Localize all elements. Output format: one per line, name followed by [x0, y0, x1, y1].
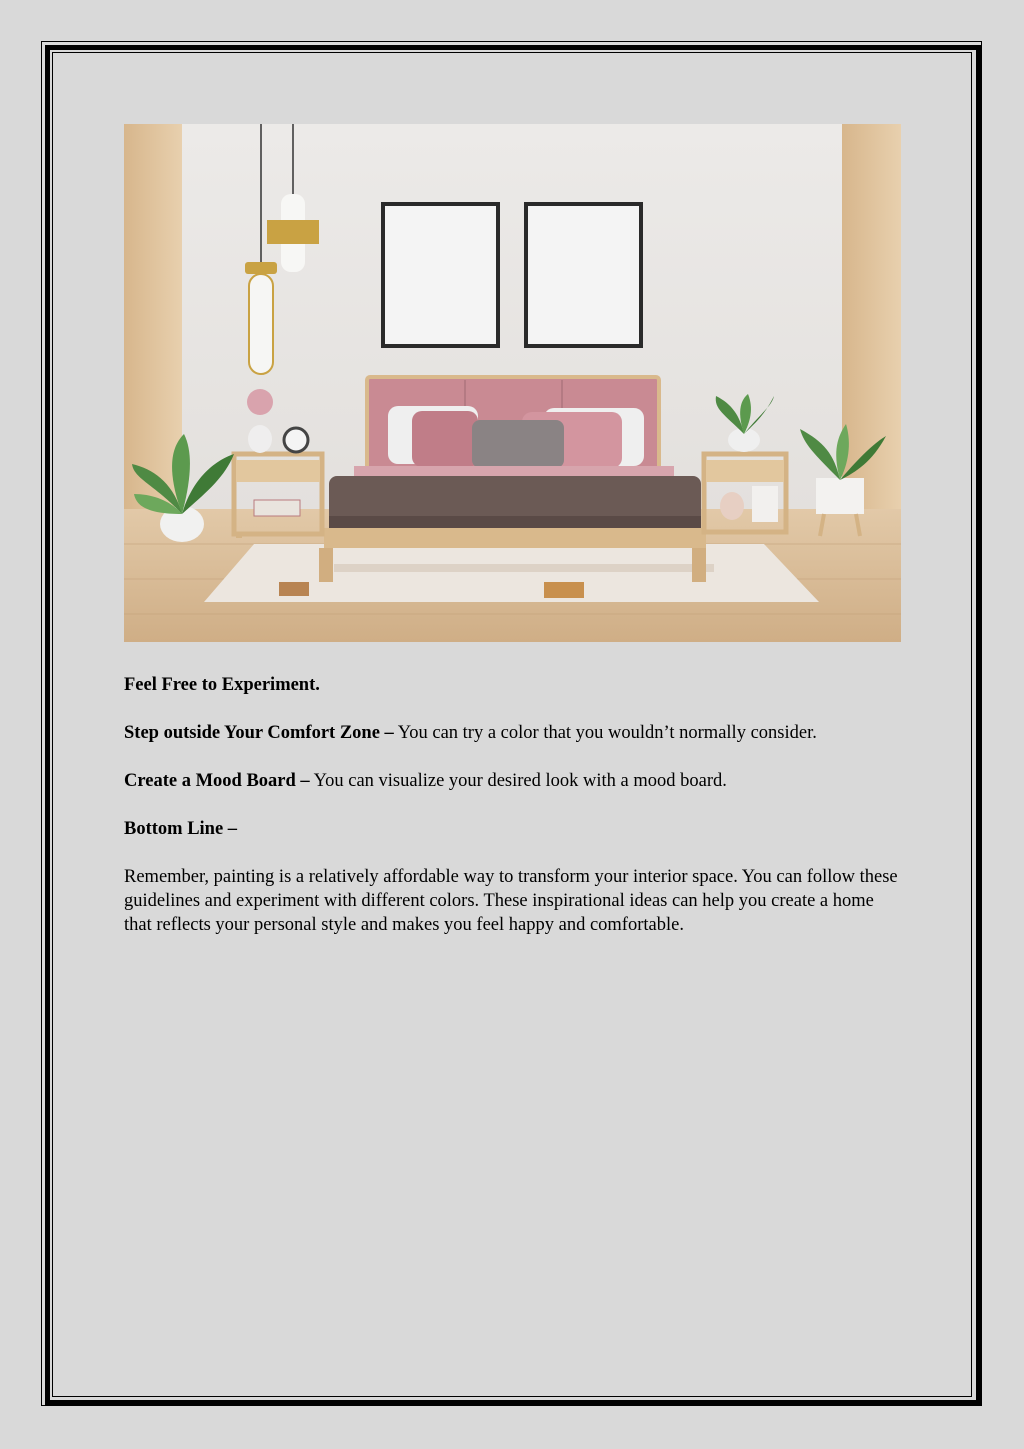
tip-title: Step outside Your Comfort Zone –: [124, 723, 394, 743]
tip-text: You can try a color that you wouldn’t normally consider.: [393, 723, 817, 743]
pendant-lamp-left: [249, 274, 273, 374]
pillow-grey: [472, 420, 564, 468]
clock-icon: [284, 428, 308, 452]
conclusion-paragraph: Remember, painting is a relatively affordable way to transform your interior space. You can follow these guidelines and experiment with different colors. These inspirational ideas can help you create a home that reflects your personal style and makes you feel happy and comfortable.: [124, 867, 898, 935]
section-heading: Feel Free to Experiment.: [124, 675, 320, 695]
wood-panel-right: [842, 124, 901, 519]
tip-mood-board: [124, 769, 904, 793]
tip-title: Create a Mood Board –: [124, 771, 310, 791]
bottom-line-heading: Bottom Line –: [124, 819, 238, 839]
tip-comfort-zone: [124, 721, 904, 745]
tip-text: You can visualize your desired look with a mood board.: [309, 771, 727, 791]
article-body: [124, 673, 904, 961]
bed-frame: [324, 528, 706, 548]
bedroom-photo: [124, 124, 901, 642]
wall-frame-right: [526, 204, 641, 346]
wall-frame-left: [383, 204, 498, 346]
